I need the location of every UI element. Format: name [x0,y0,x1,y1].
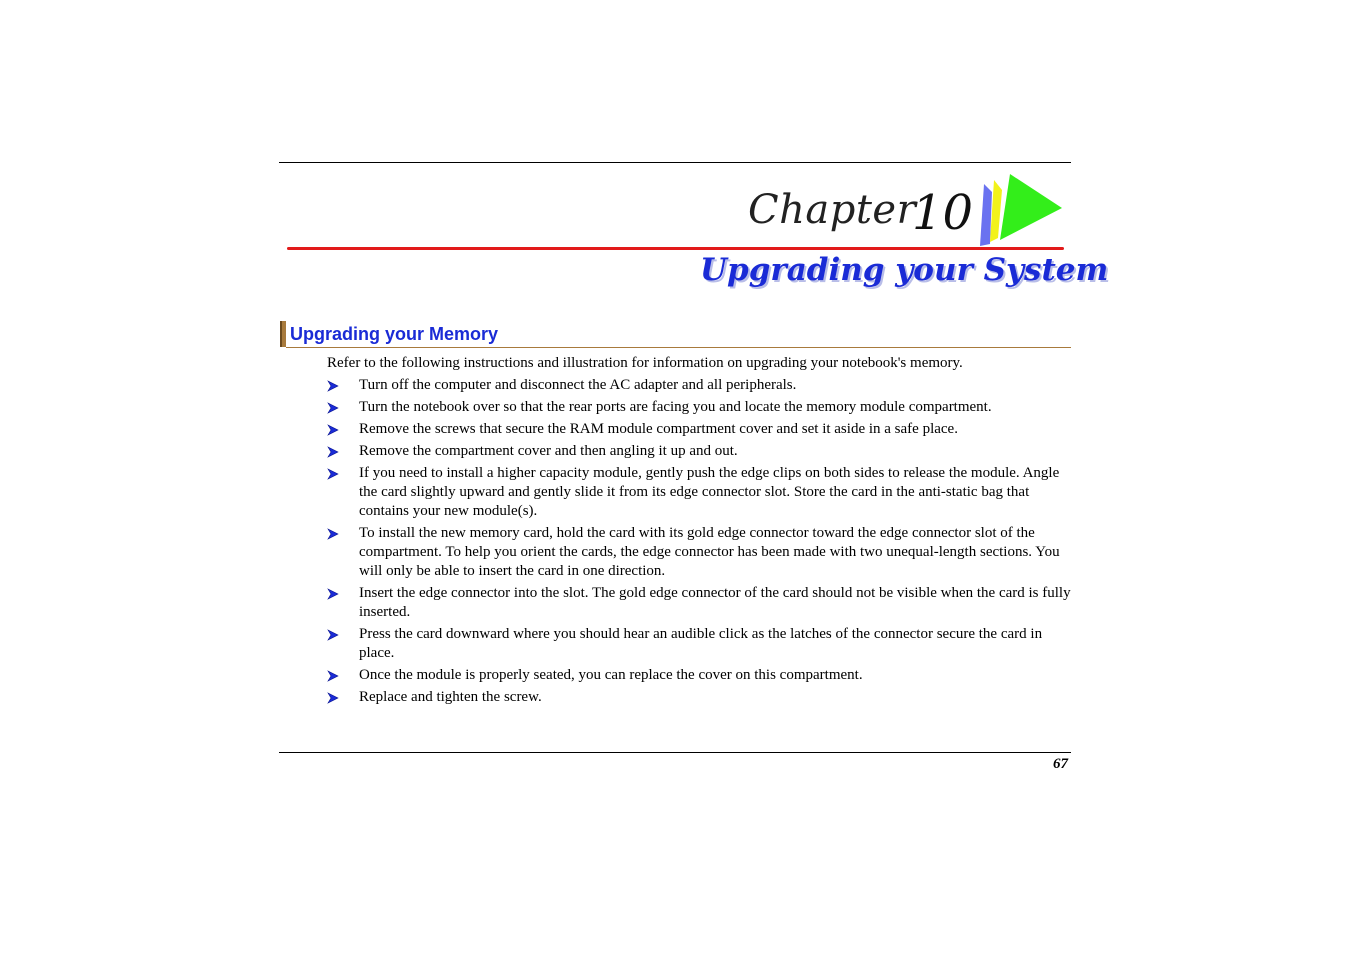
chapter-title: Upgrading your System [700,252,1109,288]
section-marker [280,321,286,347]
arrowhead-bullet-icon [327,402,339,414]
chapter-flag-logo [976,172,1066,248]
arrowhead-bullet-icon [327,670,339,682]
step-text: Press the card downward where you should hear an audible click as the latches of the connector secure the card in place. [359,626,1043,661]
arrowhead-bullet-icon [327,424,339,436]
list-item [327,442,1072,461]
chapter-label: Chapter [748,187,917,233]
list-item [327,398,1072,417]
arrowhead-bullet-icon [327,446,339,458]
intro-paragraph: Refer to the following instructions and illustration for information on upgrading your notebook's memory. [327,355,963,371]
step-text: To install the new memory card, hold the card with its gold edge connector toward the edge connector slot of the compartment. To help you orient the cards, the edge connector has been made with two unequal-length sections. You will only be able to insert the card in one direction. [359,525,1060,579]
list-item [327,524,1072,581]
step-text: If you need to install a higher capacity module, gently push the edge clips on both sides to release the module. Angle the card slightly upward and gently slide it from its edge connector slot. Store the card in the anti-static bag that contains your new module(s). [359,465,1060,519]
step-text: Remove the compartment cover and then angling it up and out. [359,443,738,459]
page-number: 67 [1053,756,1068,772]
step-text: Replace and tighten the screw. [359,689,542,705]
arrowhead-bullet-icon [327,588,339,600]
list-item [327,464,1072,521]
step-text: Once the module is properly seated, you can replace the cover on this compartment. [359,667,863,683]
arrowhead-bullet-icon [327,692,339,704]
arrowhead-bullet-icon [327,468,339,480]
step-text: Remove the screws that secure the RAM module compartment cover and set it aside in a safe place. [359,421,958,437]
list-item [327,376,1072,395]
list-item [327,584,1072,622]
list-item [327,666,1072,685]
step-text: Insert the edge connector into the slot. The gold edge connector of the card should not be visible when the card is fully inserted. [359,585,1071,620]
arrowhead-bullet-icon [327,528,339,540]
list-item [327,420,1072,439]
section-heading: Upgrading your Memory [290,324,499,344]
step-text: Turn off the computer and disconnect the AC adapter and all peripherals. [359,377,797,393]
chapter-red-rule [287,247,1064,250]
list-item [327,688,1072,707]
arrowhead-bullet-icon [327,380,339,392]
footer-rule [279,752,1071,753]
list-item [327,625,1072,663]
instruction-list [327,373,1072,707]
header-top-rule [279,162,1071,163]
chapter-number: 10 [912,185,974,241]
step-text: Turn the notebook over so that the rear ports are facing you and locate the memory module compartment. [359,399,992,415]
section-underline [286,347,1071,348]
arrowhead-bullet-icon [327,629,339,641]
